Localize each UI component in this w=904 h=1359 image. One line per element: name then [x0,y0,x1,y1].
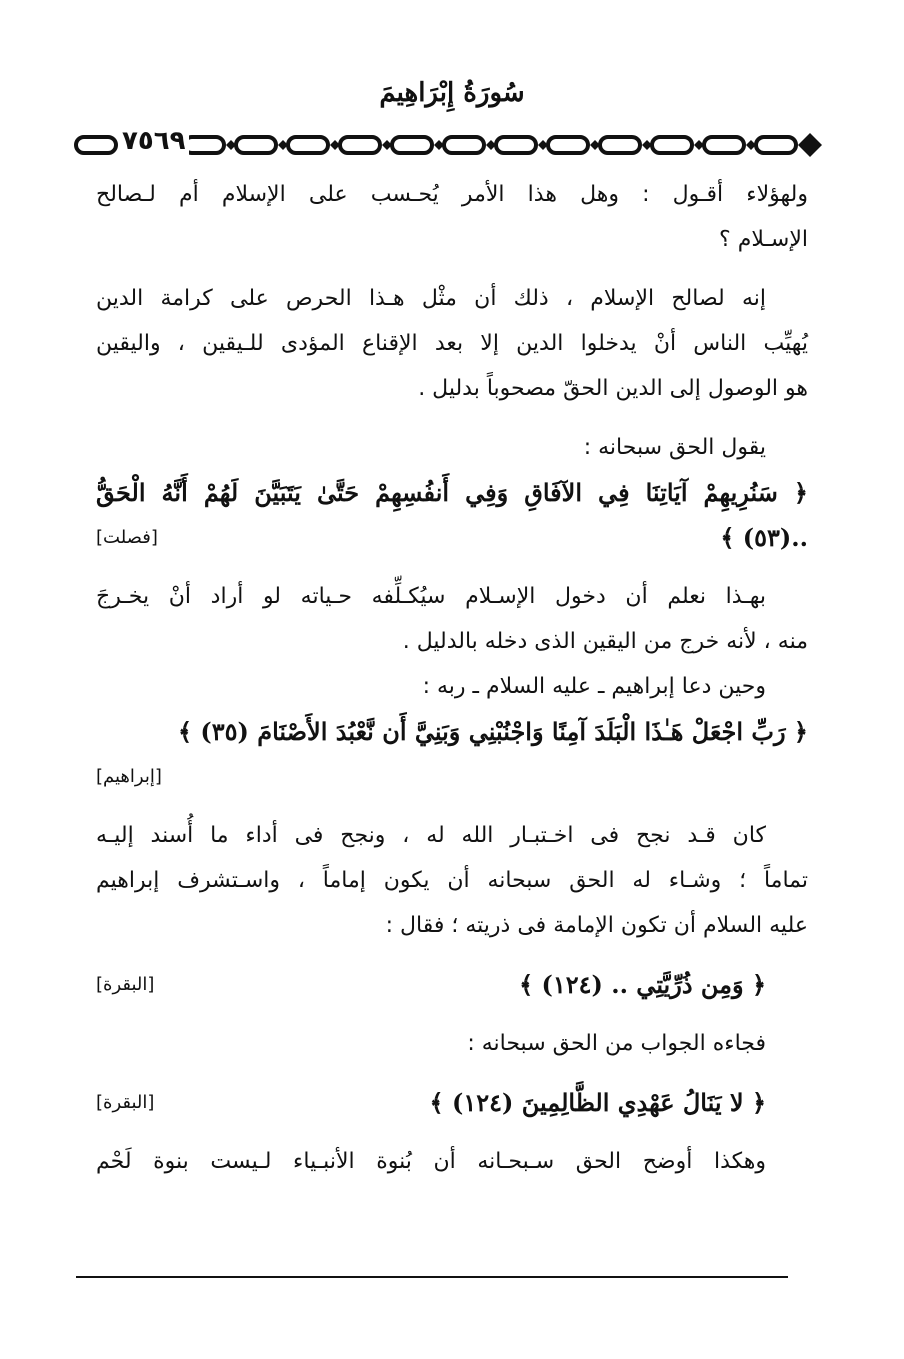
verse-text: ﴿ وَمِن ذُرِّيَّتِي .. (١٢٤) ﴾ [519,970,766,999]
paragraph-line: بهـذا نعلم أن دخول الإسـلام سيُكـلِّفه حـياته لو أراد أنْ يخـرجَ [96,584,766,609]
footer-rule [76,1276,788,1278]
surah-reference: [البقرة] [96,974,155,995]
surah-reference: [إبراهيم] [96,766,162,787]
quran-verse: ﴿ سَنُرِيهِمْ آيَاتِنَا فِي الآفَاقِ وَفِي أَنفُسِهِمْ حَتَّىٰ يَتَبَيَّنَ لَهُمْ أَنَّهُ الْحَقُّ [96,478,808,507]
surah-reference: [البقرة] [96,1092,155,1113]
paragraph-line: هو الوصول إلى الدين الحقّ مصحوباً بدليل . [418,376,808,401]
surah-title: سُورَةُ إِبْرَاهِيمَ [379,78,525,108]
paragraph-line: فجاءه الجواب من الحق سبحانه : [467,1031,766,1056]
paragraph-line: ولهؤلاء أقـول : وهل هذا الأمر يُحـسب على الإسلام أم لـصالح [96,182,808,207]
page-number: ٧٥٦٩ [118,126,189,156]
paragraph-line: يُهيِّب الناس أنْ يدخلوا الدين إلا بعد الإقناع المؤدى للـيقين ، واليقين [96,331,808,356]
paragraph-line: يقول الحق سبحانه : [583,435,766,460]
paragraph-line: كان قـد نجح فى اخـتبـار الله له ، ونجح فى أداء ما أُسند إليـه [96,823,766,848]
paragraph-line: منه ، لأنه خرج من اليقين الذى دخله بالدليل . [402,629,808,654]
surah-reference: [فصلت] [96,527,158,548]
paragraph-line: عليه السلام أن تكون الإمامة فى ذريته ؛ فقال : [385,913,808,938]
quran-verse [96,1080,808,1125]
verse-text: ﴿ لا يَنَالُ عَهْدِي الظَّالِمِينَ (١٢٤) ﴾ [429,1088,766,1117]
quran-verse-end [96,515,808,560]
paragraph-line: الإسـلام ؟ [719,227,808,252]
quran-verse: ﴿ رَبِّ اجْعَلْ هَـٰذَا الْبَلَدَ آمِنًا وَاجْنُبْنِي وَبَنِيَّ أَن نَّعْبُدَ الأَصْنَامَ (٣٥) ﴾ [177,717,808,746]
surah-reference-line [96,754,808,799]
paragraph-line: إنه لصالح الإسلام ، ذلك أن مثْل هـذا الحرص على كرامة الدين [96,286,766,311]
verse-text: ..(٥٣) ﴾ [720,523,808,552]
paragraph-line: تماماً ؛ وشـاء له الحق سبحانه أن يكون إماماً ، واسـتشرف إبراهيم [96,868,808,893]
page-body [96,172,808,1184]
paragraph-line: وهكذا أوضح الحق سـبحـانه أن بُنوة الأنبـياء لـيست بنوة لَحْم [96,1149,766,1174]
quran-verse [96,962,808,1007]
paragraph-line: وحين دعا إبراهيم ـ عليه السلام ـ ربه : [422,674,766,699]
